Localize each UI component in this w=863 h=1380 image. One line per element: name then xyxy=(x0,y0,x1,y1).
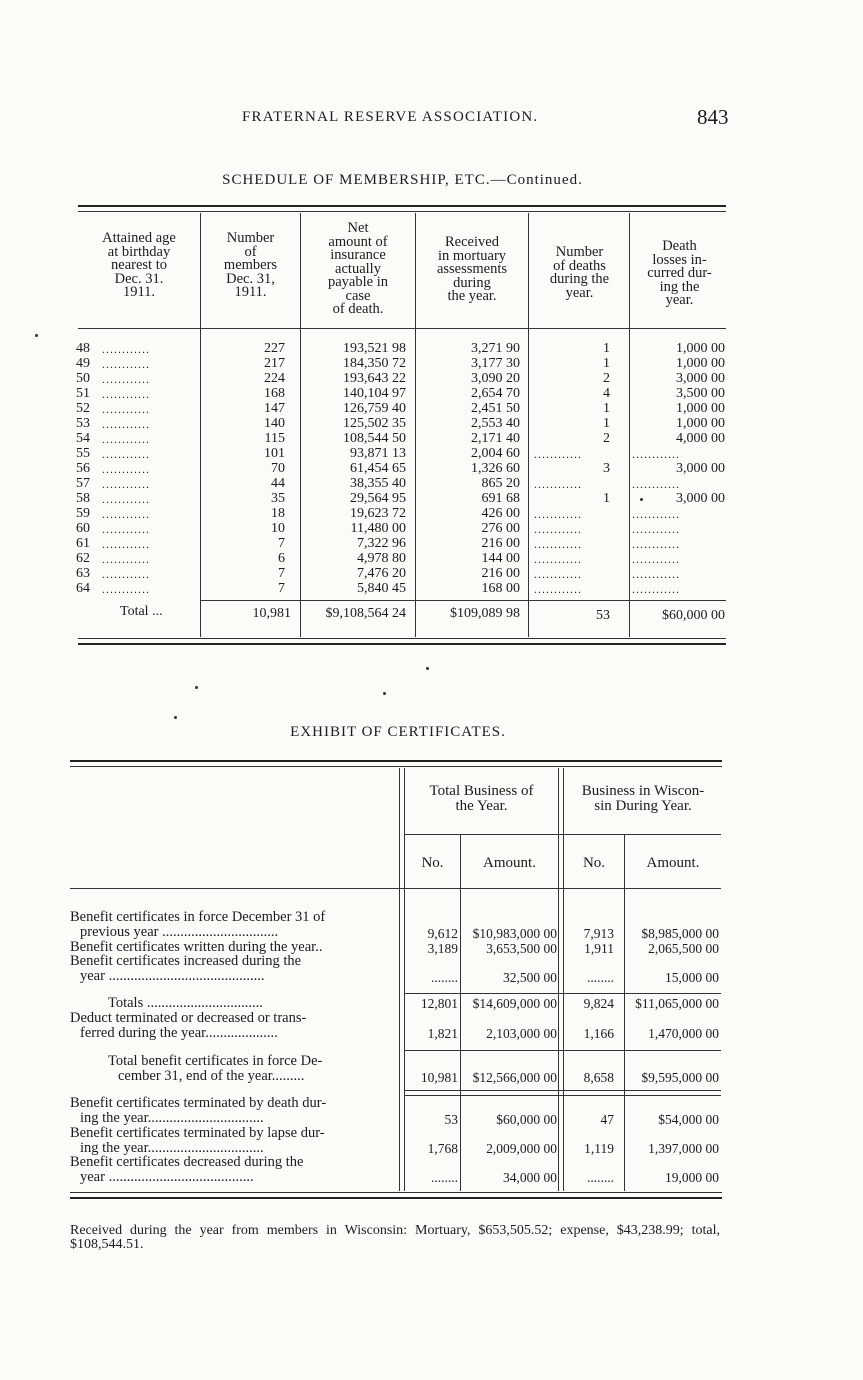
exhibit-row-label xyxy=(70,1011,398,1041)
leader-dots: ............ xyxy=(102,462,150,476)
exhibit-bottom-rule-thin xyxy=(70,1192,722,1193)
exhibit-wis-no: 1,911 xyxy=(584,941,614,956)
schedule-header-line: ing the xyxy=(659,278,700,295)
schedule-header-line: the year. xyxy=(447,288,497,304)
row-members: 6 xyxy=(278,551,285,566)
header-line: Total Business of xyxy=(429,783,534,799)
row-insurance: 61,454 65 xyxy=(350,461,406,476)
row-deaths: 4 xyxy=(603,386,610,401)
exhibit-total-no: 1,821 xyxy=(427,1026,458,1041)
row-deaths: 2 xyxy=(603,371,610,386)
running-head xyxy=(0,105,863,135)
schedule-header-line: case xyxy=(345,287,371,304)
exhibit-total-amount: $12,566,000 00 xyxy=(472,1070,557,1085)
exhibit-total-no: 3,189 xyxy=(427,941,458,956)
leader-dots: ............ xyxy=(632,522,680,536)
total-received: $109,089 98 xyxy=(450,606,520,621)
schedule-header-line: assessments xyxy=(436,261,508,277)
schedule-header-line: Attained age xyxy=(102,230,176,246)
row-members: 115 xyxy=(264,431,285,446)
row-age: 52 xyxy=(76,401,90,416)
row-age: 56 xyxy=(76,461,90,476)
exhibit-top-rule xyxy=(70,760,722,762)
row-deaths: 2 xyxy=(603,431,610,446)
exhibit-row-label xyxy=(70,1155,398,1185)
schedule-header-line: of death. xyxy=(332,301,384,317)
row-received: 216 00 xyxy=(481,536,520,551)
leader-dots: ............ xyxy=(632,507,680,521)
exhibit-wis-amount: $11,065,000 00 xyxy=(635,996,719,1011)
schedule-header-line: payable in xyxy=(328,274,388,290)
row-insurance: 193,643 22 xyxy=(343,371,406,386)
col-divider xyxy=(399,768,400,1191)
leader-dots: ............ xyxy=(102,537,150,551)
leader-dots: ............ xyxy=(102,387,150,401)
row-insurance: 140,104 97 xyxy=(343,386,406,401)
leader-dots: ............ xyxy=(534,567,582,581)
row-received: 1,326 60 xyxy=(471,461,520,476)
row-received: 216 00 xyxy=(481,566,520,581)
row-age: 58 xyxy=(76,491,90,506)
exhibit-wis-no: 47 xyxy=(600,1112,614,1127)
exhibit-total-amount: $60,000 00 xyxy=(496,1112,557,1127)
header-total-no: No. xyxy=(421,855,444,871)
leader-dots: ............ xyxy=(534,477,582,491)
schedule-header-line: year. xyxy=(665,292,694,308)
schedule-header-line: amount of xyxy=(328,233,388,250)
print-speck xyxy=(174,716,177,719)
row-received: 168 00 xyxy=(481,581,520,596)
row-deaths: 1 xyxy=(603,341,610,356)
leader-dots: ............ xyxy=(102,417,150,431)
exhibit-wis-no: 8,658 xyxy=(583,1070,614,1085)
exhibit-label-line: Benefit certificates in force December 31 of xyxy=(70,910,326,925)
row-deaths: 1 xyxy=(603,416,610,431)
row-losses: 3,500 00 xyxy=(676,386,725,401)
leader-dots: ............ xyxy=(102,432,150,446)
schedule-header-line: Dec. 31, xyxy=(226,270,275,287)
row-age: 64 xyxy=(76,581,90,596)
exhibit-label-line: Totals ................................ xyxy=(108,996,263,1011)
exhibit-total-no: ........ xyxy=(431,1170,458,1185)
row-losses: 3,000 00 xyxy=(676,461,725,476)
exhibit-label-line: Benefit certificates terminated by lapse dur- xyxy=(70,1126,325,1141)
schedule-header-line: Number xyxy=(226,230,275,246)
row-received: 3,271 90 xyxy=(471,341,520,356)
row-deaths: 1 xyxy=(603,491,610,506)
schedule-header-3 xyxy=(418,236,526,304)
col-divider xyxy=(629,213,630,637)
schedule-header-1 xyxy=(203,232,298,300)
leader-dots: ............ xyxy=(102,477,150,491)
exhibit-label-line: Benefit certificates written during the year.. xyxy=(70,940,323,955)
row-received: 144 00 xyxy=(481,551,520,566)
leader-dots: ............ xyxy=(632,477,680,491)
row-members: 35 xyxy=(271,491,285,506)
print-speck xyxy=(35,334,38,337)
row-members: 101 xyxy=(264,446,285,461)
exhibit-total-amount: 2,009,000 00 xyxy=(486,1141,557,1156)
exhibit-row-label xyxy=(70,954,398,984)
exhibit-total-no: 53 xyxy=(444,1112,458,1127)
page-number: 843 xyxy=(697,105,729,129)
row-age: 59 xyxy=(76,506,90,521)
col-divider xyxy=(460,835,461,1191)
row-insurance: 108,544 50 xyxy=(343,431,406,446)
exhibit-label-line: Total benefit certificates in force De- xyxy=(108,1054,323,1069)
exhibit-label-line: Benefit certificates decreased during the xyxy=(70,1155,304,1170)
row-age: 51 xyxy=(76,386,90,401)
row-received: 2,654 70 xyxy=(471,386,520,401)
exhibit-wis-amount: 1,397,000 00 xyxy=(648,1141,719,1156)
schedule-top-rule-thin xyxy=(78,211,726,212)
schedule-header-line: of xyxy=(244,243,257,260)
total-deaths: 53 xyxy=(596,608,610,623)
footnote: Received during the year from members in Wisconsin: Mortuary, $653,505.52; expense, $43,238.99; total, $108,544.51. xyxy=(70,1223,720,1252)
exhibit-total-no: 9,612 xyxy=(427,926,458,941)
row-members: 7 xyxy=(278,581,285,596)
row-age: 50 xyxy=(76,371,90,386)
running-title: FRATERNAL RESERVE ASSOCIATION. xyxy=(242,109,539,125)
header-line: Business in Wiscon- xyxy=(581,783,705,799)
leader-dots: ............ xyxy=(632,552,680,566)
exhibit-total-amount: 3,653,500 00 xyxy=(486,941,557,956)
exhibit-wis-no: 1,119 xyxy=(584,1141,614,1156)
schedule-header-line: losses in- xyxy=(652,251,707,268)
col-divider xyxy=(415,213,416,637)
leader-dots: ............ xyxy=(102,582,150,596)
row-insurance: 5,840 45 xyxy=(357,581,406,596)
header-line: sin During Year. xyxy=(594,798,692,814)
print-speck xyxy=(640,498,643,501)
leader-dots: ............ xyxy=(102,492,150,506)
row-age: 48 xyxy=(76,341,90,356)
schedule-header-line: at birthday xyxy=(107,243,171,260)
row-losses: 1,000 00 xyxy=(676,416,725,431)
exhibit-label-line: Benefit certificates increased during the xyxy=(70,954,302,969)
exhibit-wis-amount: $9,595,000 00 xyxy=(641,1070,719,1085)
row-losses: 1,000 00 xyxy=(676,401,725,416)
exhibit-wis-no: ........ xyxy=(587,1170,614,1185)
schedule-header-line: Number xyxy=(555,244,604,260)
schedule-header-2 xyxy=(303,222,413,317)
exhibit-wis-amount: 19,000 00 xyxy=(665,1170,719,1185)
exhibit-total-amount: $10,983,000 00 xyxy=(472,926,557,941)
exhibit-wis-amount: $8,985,000 00 xyxy=(641,926,719,941)
exhibit-total-no: ........ xyxy=(431,970,458,985)
row-age: 54 xyxy=(76,431,90,446)
leader-dots: ............ xyxy=(102,402,150,416)
leader-dots: ............ xyxy=(632,582,680,596)
exhibit-bottom-rule xyxy=(70,1197,722,1199)
leader-dots: ............ xyxy=(534,537,582,551)
schedule-header-line: Death xyxy=(662,238,697,254)
exhibit-label-line: Deduct terminated or decreased or trans- xyxy=(70,1011,307,1026)
row-members: 227 xyxy=(264,341,285,356)
exhibit-total-amount: 34,000 00 xyxy=(503,1170,557,1185)
leader-dots: ............ xyxy=(534,447,582,461)
schedule-header-line: members xyxy=(223,257,278,273)
exhibit-total-amount: $14,609,000 00 xyxy=(472,996,557,1011)
row-insurance: 29,564 95 xyxy=(350,491,406,506)
schedule-header-line: 1911. xyxy=(122,284,156,300)
row-received: 2,451 50 xyxy=(471,401,520,416)
header-total-business xyxy=(405,784,558,814)
leader-dots: ............ xyxy=(632,537,680,551)
total-members: 10,981 xyxy=(252,606,291,621)
schedule-header-line: curred dur- xyxy=(647,265,712,281)
row-losses: 1,000 00 xyxy=(676,356,725,371)
total-losses: $60,000 00 xyxy=(662,608,725,623)
exhibit-row-label xyxy=(70,910,398,940)
schedule-header-line: Net xyxy=(347,220,369,236)
schedule-header-4 xyxy=(532,246,627,300)
row-members: 44 xyxy=(271,476,285,491)
exhibit-wis-no: 9,824 xyxy=(583,996,614,1011)
row-insurance: 126,759 40 xyxy=(343,401,406,416)
leader-dots: ............ xyxy=(102,507,150,521)
row-insurance: 125,502 35 xyxy=(343,416,406,431)
schedule-title: SCHEDULE OF MEMBERSHIP, ETC.—Continued. xyxy=(222,172,583,188)
col-divider xyxy=(200,213,201,637)
exhibit-top-rule-thin xyxy=(70,766,722,767)
row-members: 147 xyxy=(264,401,285,416)
row-received: 276 00 xyxy=(481,521,520,536)
schedule-bottom-rule-thin xyxy=(78,638,726,639)
row-age: 61 xyxy=(76,536,90,551)
row-received: 865 20 xyxy=(481,476,520,491)
exhibit-total-no: 12,801 xyxy=(420,996,458,1011)
exhibit-label-line: Benefit certificates terminated by death dur- xyxy=(70,1096,327,1111)
row-losses: 4,000 00 xyxy=(676,431,725,446)
exhibit-label-line: cember 31, end of the year......... xyxy=(118,1069,305,1084)
leader-dots: ............ xyxy=(102,357,150,371)
exhibit-wis-no: 7,913 xyxy=(583,926,614,941)
schedule-header-line: during the xyxy=(549,271,610,287)
exhibit-total-no: 10,981 xyxy=(420,1070,458,1085)
col-divider xyxy=(558,768,559,1191)
leader-dots: ............ xyxy=(632,567,680,581)
col-divider xyxy=(624,835,625,1191)
exhibit-wis-amount: 2,065,500 00 xyxy=(648,941,719,956)
exhibit-row-label xyxy=(70,1126,398,1156)
print-speck xyxy=(426,667,429,670)
row-age: 53 xyxy=(76,416,90,431)
row-received: 691 68 xyxy=(481,491,520,506)
row-age: 60 xyxy=(76,521,90,536)
schedule-header-0 xyxy=(80,232,198,300)
row-members: 7 xyxy=(278,566,285,581)
row-insurance: 11,480 00 xyxy=(350,521,406,536)
schedule-header-5 xyxy=(632,240,727,308)
exhibit-wis-amount: 1,470,000 00 xyxy=(648,1026,719,1041)
schedule-header-line: insurance xyxy=(330,247,386,263)
row-members: 18 xyxy=(271,506,285,521)
schedule-total-rule xyxy=(200,600,726,601)
total-label: Total ... xyxy=(120,604,163,619)
row-losses: 3,000 00 xyxy=(676,491,725,506)
schedule-bottom-rule xyxy=(78,643,726,645)
exhibit-label-line: previous year ................................ xyxy=(80,925,279,940)
leader-dots: ............ xyxy=(534,552,582,566)
row-received: 2,553 40 xyxy=(471,416,520,431)
exhibit-label-line: ferred during the year.................... xyxy=(80,1026,278,1041)
row-deaths: 1 xyxy=(603,356,610,371)
row-received: 3,090 20 xyxy=(471,371,520,386)
row-insurance: 193,521 98 xyxy=(343,341,406,356)
row-insurance: 7,322 96 xyxy=(357,536,406,551)
exhibit-wis-no: 1,166 xyxy=(583,1026,614,1041)
leader-dots: ............ xyxy=(632,447,680,461)
schedule-header-line: Dec. 31. xyxy=(114,270,164,287)
header-wisconsin-business xyxy=(564,784,722,814)
exhibit-label-line: ing the year................................ xyxy=(80,1111,264,1126)
exhibit-row-label xyxy=(108,996,398,1011)
row-insurance: 184,350 72 xyxy=(343,356,406,371)
total-insurance: $9,108,564 24 xyxy=(325,606,406,621)
exhibit-row-label xyxy=(70,940,398,955)
leader-dots: ............ xyxy=(534,522,582,536)
exhibit-row-label xyxy=(70,1096,398,1126)
row-members: 168 xyxy=(264,386,285,401)
row-age: 55 xyxy=(76,446,90,461)
exhibit-row-label xyxy=(108,1054,398,1084)
leader-dots: ............ xyxy=(102,522,150,536)
row-received: 426 00 xyxy=(481,506,520,521)
row-insurance: 4,978 80 xyxy=(357,551,406,566)
row-insurance: 19,623 72 xyxy=(350,506,406,521)
exhibit-wis-amount: 15,000 00 xyxy=(665,970,719,985)
schedule-header-line: 1911. xyxy=(234,284,267,300)
exhibit-total-amount: 32,500 00 xyxy=(503,970,557,985)
exhibit-label-line: year ........................................ xyxy=(80,1170,254,1185)
leader-dots: ............ xyxy=(534,507,582,521)
leader-dots: ............ xyxy=(102,447,150,461)
exhibit-title: EXHIBIT OF CERTIFICATES. xyxy=(290,724,506,740)
header-line: the Year. xyxy=(455,798,508,814)
col-divider xyxy=(528,213,529,637)
schedule-header-line: actually xyxy=(335,260,381,277)
exhibit-label-line: year ........................................... xyxy=(80,969,265,984)
row-age: 62 xyxy=(76,551,90,566)
row-members: 140 xyxy=(264,416,285,431)
row-members: 224 xyxy=(264,371,285,386)
row-received: 2,171 40 xyxy=(471,431,520,446)
row-insurance: 38,355 40 xyxy=(350,476,406,491)
schedule-header-line: year. xyxy=(565,284,594,301)
print-speck xyxy=(383,692,386,695)
schedule-header-line: during xyxy=(453,274,491,291)
row-deaths: 1 xyxy=(603,401,610,416)
print-speck xyxy=(195,686,198,689)
row-losses: 1,000 00 xyxy=(676,341,725,356)
schedule-header-line: in mortuary xyxy=(437,247,507,264)
row-received: 3,177 30 xyxy=(471,356,520,371)
exhibit-label-line: ing the year................................ xyxy=(80,1141,264,1156)
row-age: 57 xyxy=(76,476,90,491)
schedule-top-rule xyxy=(78,205,726,207)
row-members: 217 xyxy=(264,356,285,371)
exhibit-wis-no: ........ xyxy=(587,970,614,985)
row-members: 7 xyxy=(278,536,285,551)
row-age: 63 xyxy=(76,566,90,581)
exhibit-total-no: 1,768 xyxy=(427,1141,458,1156)
row-members: 70 xyxy=(271,461,285,476)
schedule-header-line: of deaths xyxy=(553,257,606,274)
header-wis-amount: Amount. xyxy=(646,855,700,871)
exhibit-wis-amount: $54,000 00 xyxy=(658,1112,719,1127)
leader-dots: ............ xyxy=(102,552,150,566)
row-insurance: 7,476 20 xyxy=(357,566,406,581)
leader-dots: ............ xyxy=(534,582,582,596)
leader-dots: ............ xyxy=(102,567,150,581)
row-members: 10 xyxy=(271,521,285,536)
leader-dots: ............ xyxy=(102,342,150,356)
header-wis-no: No. xyxy=(582,855,606,871)
leader-dots: ............ xyxy=(102,372,150,386)
row-deaths: 3 xyxy=(603,461,610,476)
exhibit-total-amount: 2,103,000 00 xyxy=(486,1026,557,1041)
row-received: 2,004 60 xyxy=(471,446,520,461)
header-total-amount: Amount. xyxy=(483,855,536,871)
row-losses: 3,000 00 xyxy=(676,371,725,386)
schedule-header-line: nearest to xyxy=(111,257,167,273)
row-age: 49 xyxy=(76,356,90,371)
schedule-header-line: Received xyxy=(445,234,499,250)
row-insurance: 93,871 13 xyxy=(350,446,406,461)
